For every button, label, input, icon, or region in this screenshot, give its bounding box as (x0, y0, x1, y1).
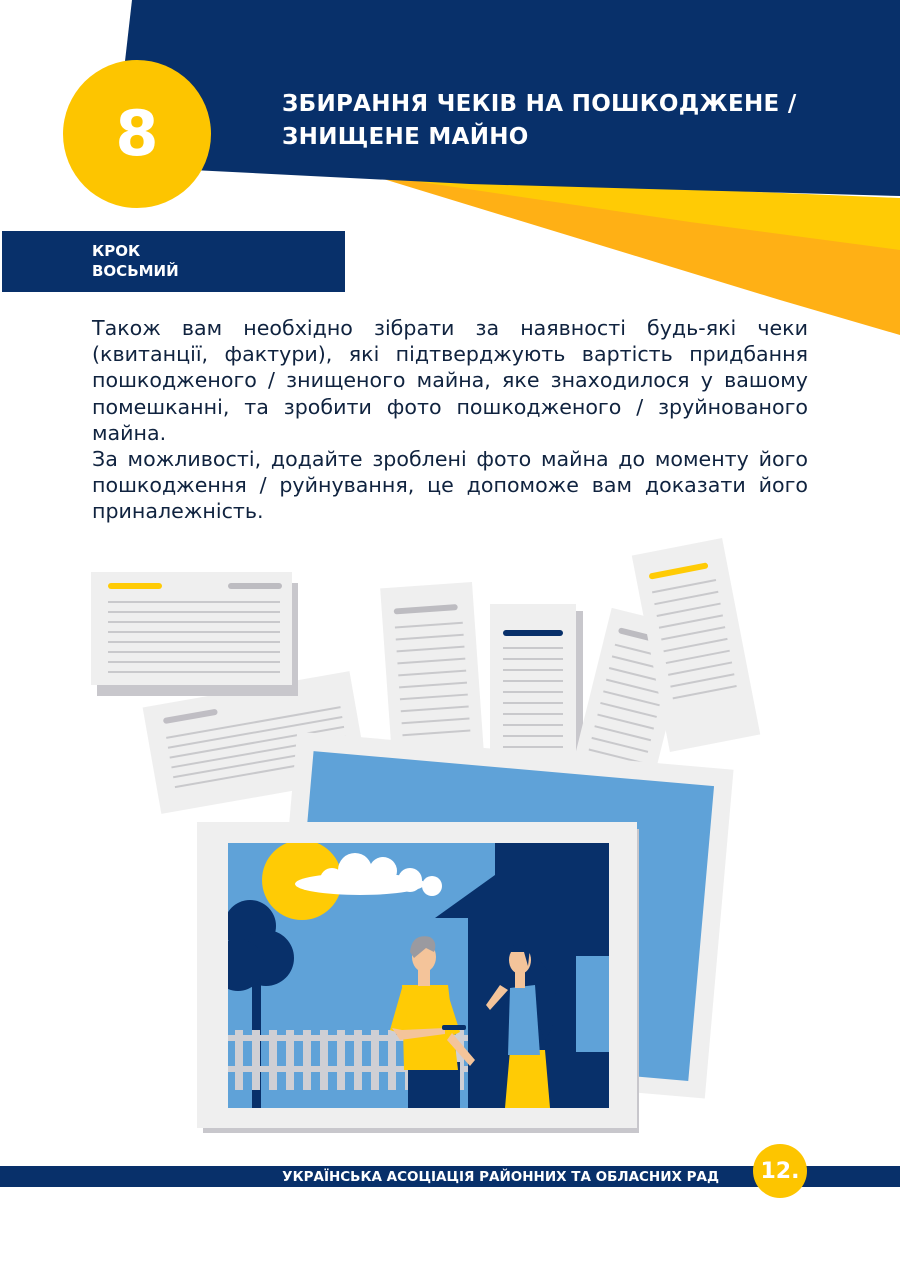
body-text (92, 315, 808, 525)
document-top-left (91, 572, 298, 696)
page-title-line2: ЗНИЩЕНЕ МАЙНО (282, 124, 529, 150)
page-title-line1: ЗБИРАННЯ ЧЕКІВ НА ПОШКОДЖЕНЕ / (282, 91, 797, 117)
step-number-badge (63, 60, 211, 208)
step-label (2, 231, 345, 292)
body-paragraph-1: Також вам необхідно зібрати за наявності будь-які чеки (квитанції, фактури), які підтверджують вартість придбання пошкодженого / знищеного майна, яке знаходилося у вашому помешканні, та зробити фото пошкодженого / зруйнованого майна. (92, 316, 808, 445)
body-paragraph-2: За можливості, додайте зроблені фото майна до моменту його пошкодження / руйнування, це допоможе вам доказати його приналежність. (92, 447, 808, 524)
photo-front (197, 822, 639, 1133)
step-label-line1: КРОК (92, 242, 141, 260)
receipt-1 (380, 582, 484, 758)
step-number: 8 (115, 97, 159, 170)
footer-organization: УКРАЇНСЬКА АСОЦІАЦІЯ РАЙОННИХ ТА ОБЛАСНИХ РАД (282, 1169, 719, 1185)
page-number: 12. (760, 1158, 800, 1184)
page-title (282, 88, 842, 154)
step-label-line2: ВОСЬМИЙ (92, 262, 179, 280)
page-number-badge (753, 1144, 807, 1198)
receipts-and-photos-illustration (0, 530, 900, 1150)
